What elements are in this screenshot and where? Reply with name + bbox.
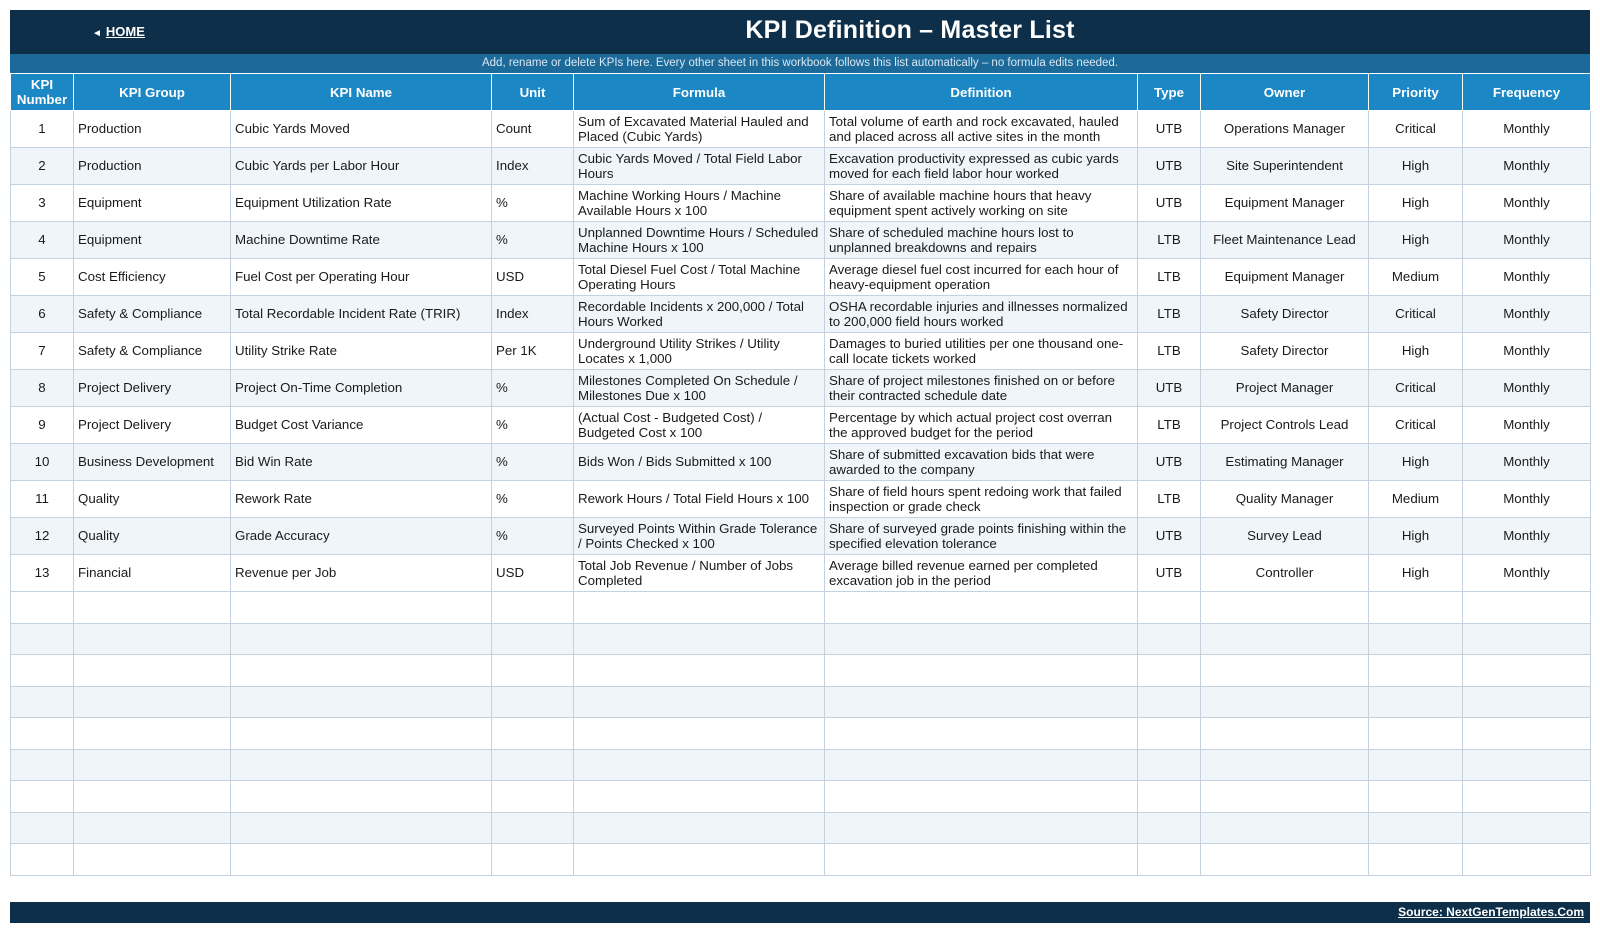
empty-cell[interactable] — [1138, 812, 1201, 844]
cell-formula[interactable]: Bids Won / Bids Submitted x 100 — [574, 444, 825, 481]
cell-frequency[interactable]: Monthly — [1463, 444, 1591, 481]
cell-kpi-group[interactable]: Equipment — [74, 185, 231, 222]
cell-unit[interactable]: USD — [492, 555, 574, 592]
cell-kpi-number[interactable]: 5 — [11, 259, 74, 296]
cell-kpi-group[interactable]: Business Development — [74, 444, 231, 481]
cell-kpi-name[interactable]: Grade Accuracy — [231, 518, 492, 555]
cell-kpi-group[interactable]: Equipment — [74, 222, 231, 259]
empty-cell[interactable] — [1138, 718, 1201, 750]
footer-bar — [10, 902, 1590, 923]
col-owner[interactable]: Owner — [1201, 74, 1369, 111]
empty-cell[interactable] — [1201, 749, 1369, 781]
empty-cell[interactable] — [492, 844, 574, 876]
cell-priority[interactable]: Medium — [1369, 481, 1463, 518]
empty-cell[interactable] — [231, 812, 492, 844]
cell-owner[interactable]: Estimating Manager — [1201, 444, 1369, 481]
empty-cell[interactable] — [11, 718, 74, 750]
empty-cell[interactable] — [492, 718, 574, 750]
empty-cell[interactable] — [1369, 718, 1463, 750]
cell-unit[interactable]: Index — [492, 148, 574, 185]
empty-cell[interactable] — [1369, 749, 1463, 781]
cell-priority[interactable]: Critical — [1369, 407, 1463, 444]
cell-type[interactable]: UTB — [1138, 555, 1201, 592]
back-arrow-icon: ◄ — [92, 28, 102, 39]
cell-formula[interactable]: Recordable Incidents x 200,000 / Total Hours Worked — [574, 296, 825, 333]
table-row — [11, 370, 1591, 407]
cell-owner[interactable]: Equipment Manager — [1201, 185, 1369, 222]
col-formula[interactable]: Formula — [574, 74, 825, 111]
cell-unit[interactable]: Count — [492, 111, 574, 148]
empty-cell[interactable] — [231, 623, 492, 655]
cell-kpi-number[interactable]: 9 — [11, 407, 74, 444]
cell-priority[interactable]: High — [1369, 555, 1463, 592]
cell-kpi-number[interactable]: 3 — [11, 185, 74, 222]
empty-cell[interactable] — [231, 592, 492, 624]
cell-kpi-number[interactable]: 13 — [11, 555, 74, 592]
page-title: KPI Definition – Master List — [745, 16, 1075, 44]
cell-frequency[interactable]: Monthly — [1463, 407, 1591, 444]
cell-unit[interactable]: % — [492, 370, 574, 407]
cell-kpi-name[interactable]: Machine Downtime Rate — [231, 222, 492, 259]
cell-frequency[interactable]: Monthly — [1463, 148, 1591, 185]
cell-definition[interactable]: Average billed revenue earned per completed excavation job in the period — [825, 555, 1138, 592]
empty-cell[interactable] — [74, 812, 231, 844]
cell-priority[interactable]: High — [1369, 148, 1463, 185]
cell-unit[interactable]: Per 1K — [492, 333, 574, 370]
kpi-table — [10, 73, 1591, 876]
empty-row — [11, 749, 1591, 781]
empty-cell[interactable] — [1463, 623, 1591, 655]
cell-kpi-number[interactable]: 12 — [11, 518, 74, 555]
empty-cell[interactable] — [11, 623, 74, 655]
cell-frequency[interactable]: Monthly — [1463, 518, 1591, 555]
cell-owner[interactable]: Site Superintendent — [1201, 148, 1369, 185]
empty-cell[interactable] — [231, 781, 492, 813]
home-label: HOME — [105, 24, 145, 39]
empty-cell[interactable] — [1463, 718, 1591, 750]
col-definition[interactable]: Definition — [825, 74, 1138, 111]
cell-definition[interactable]: Share of scheduled machine hours lost to unplanned breakdowns and repairs — [825, 222, 1138, 259]
cell-definition[interactable]: Total volume of earth and rock excavated, hauled and placed across all active sites in the month — [825, 111, 1138, 148]
cell-type[interactable]: UTB — [1138, 444, 1201, 481]
empty-cell[interactable] — [1201, 592, 1369, 624]
empty-cell[interactable] — [11, 655, 74, 687]
empty-row — [11, 781, 1591, 813]
table-row — [11, 296, 1591, 333]
cell-kpi-name[interactable]: Revenue per Job — [231, 555, 492, 592]
cell-priority[interactable]: High — [1369, 444, 1463, 481]
cell-owner[interactable]: Project Manager — [1201, 370, 1369, 407]
col-type[interactable]: Type — [1138, 74, 1201, 111]
empty-cell[interactable] — [1463, 844, 1591, 876]
empty-cell[interactable] — [1369, 686, 1463, 718]
empty-cell[interactable] — [1201, 623, 1369, 655]
cell-owner[interactable]: Survey Lead — [1201, 518, 1369, 555]
cell-priority[interactable]: Critical — [1369, 370, 1463, 407]
cell-type[interactable]: UTB — [1138, 148, 1201, 185]
empty-cell[interactable] — [11, 749, 74, 781]
cell-owner[interactable]: Safety Director — [1201, 296, 1369, 333]
cell-kpi-name[interactable]: Bid Win Rate — [231, 444, 492, 481]
empty-cell[interactable] — [11, 592, 74, 624]
empty-cell[interactable] — [231, 749, 492, 781]
cell-kpi-number[interactable]: 7 — [11, 333, 74, 370]
empty-cell[interactable] — [1463, 655, 1591, 687]
empty-cell[interactable] — [1138, 781, 1201, 813]
empty-cell[interactable] — [825, 749, 1138, 781]
empty-cell[interactable] — [1201, 812, 1369, 844]
empty-cell[interactable] — [1138, 623, 1201, 655]
empty-cell[interactable] — [1201, 844, 1369, 876]
cell-formula[interactable]: Rework Hours / Total Field Hours x 100 — [574, 481, 825, 518]
cell-definition[interactable]: OSHA recordable injuries and illnesses normalized to 200,000 field hours worked — [825, 296, 1138, 333]
cell-formula[interactable]: Milestones Completed On Schedule / Milestones Due x 100 — [574, 370, 825, 407]
cell-type[interactable]: LTB — [1138, 259, 1201, 296]
col-priority[interactable]: Priority — [1369, 74, 1463, 111]
empty-cell[interactable] — [11, 686, 74, 718]
empty-cell[interactable] — [1138, 844, 1201, 876]
empty-cell[interactable] — [11, 812, 74, 844]
empty-cell[interactable] — [492, 686, 574, 718]
empty-row — [11, 844, 1591, 876]
cell-formula[interactable]: Total Job Revenue / Number of Jobs Completed — [574, 555, 825, 592]
cell-kpi-name[interactable]: Rework Rate — [231, 481, 492, 518]
table-header-row — [11, 74, 1591, 111]
empty-cell[interactable] — [825, 844, 1138, 876]
empty-cell[interactable] — [1369, 592, 1463, 624]
empty-cell[interactable] — [574, 623, 825, 655]
cell-owner[interactable]: Fleet Maintenance Lead — [1201, 222, 1369, 259]
cell-priority[interactable]: High — [1369, 185, 1463, 222]
cell-priority[interactable]: High — [1369, 518, 1463, 555]
cell-type[interactable]: LTB — [1138, 481, 1201, 518]
empty-cell[interactable] — [74, 623, 231, 655]
empty-cell[interactable] — [574, 592, 825, 624]
cell-kpi-name[interactable]: Budget Cost Variance — [231, 407, 492, 444]
cell-definition[interactable]: Share of field hours spent redoing work that failed inspection or grade check — [825, 481, 1138, 518]
empty-cell[interactable] — [825, 781, 1138, 813]
col-frequency[interactable]: Frequency — [1463, 74, 1591, 111]
empty-cell[interactable] — [1463, 781, 1591, 813]
cell-frequency[interactable]: Monthly — [1463, 185, 1591, 222]
subtitle: Add, rename or delete KPIs here. Every other sheet in this workbook follows this list automatically – no formula edits needed. — [10, 54, 1590, 73]
cell-owner[interactable]: Operations Manager — [1201, 111, 1369, 148]
empty-row — [11, 718, 1591, 750]
cell-kpi-number[interactable]: 10 — [11, 444, 74, 481]
title-bar — [10, 10, 1590, 54]
cell-definition[interactable]: Share of submitted excavation bids that were awarded to the company — [825, 444, 1138, 481]
empty-cell[interactable] — [1138, 655, 1201, 687]
empty-cell[interactable] — [1369, 781, 1463, 813]
cell-frequency[interactable]: Monthly — [1463, 555, 1591, 592]
cell-type[interactable]: LTB — [1138, 222, 1201, 259]
cell-type[interactable]: UTB — [1138, 370, 1201, 407]
col-unit[interactable]: Unit — [492, 74, 574, 111]
cell-definition[interactable]: Share of surveyed grade points finishing within the specified elevation tolerance — [825, 518, 1138, 555]
table-row — [11, 222, 1591, 259]
empty-cell[interactable] — [1201, 686, 1369, 718]
cell-unit[interactable]: % — [492, 518, 574, 555]
table-row — [11, 444, 1591, 481]
cell-priority[interactable]: High — [1369, 333, 1463, 370]
cell-definition[interactable]: Damages to buried utilities per one thousand one-call locate tickets worked — [825, 333, 1138, 370]
cell-kpi-number[interactable]: 1 — [11, 111, 74, 148]
cell-definition[interactable]: Percentage by which actual project cost overran the approved budget for the period — [825, 407, 1138, 444]
cell-unit[interactable]: % — [492, 444, 574, 481]
cell-kpi-number[interactable]: 11 — [11, 481, 74, 518]
cell-definition[interactable]: Excavation productivity expressed as cubic yards moved for each field labor hour worked — [825, 148, 1138, 185]
empty-cell[interactable] — [574, 718, 825, 750]
cell-owner[interactable]: Quality Manager — [1201, 481, 1369, 518]
cell-type[interactable]: UTB — [1138, 111, 1201, 148]
empty-cell[interactable] — [574, 812, 825, 844]
empty-row — [11, 592, 1591, 624]
cell-type[interactable]: LTB — [1138, 333, 1201, 370]
empty-cell[interactable] — [1463, 749, 1591, 781]
cell-formula[interactable]: Sum of Excavated Material Hauled and Placed (Cubic Yards) — [574, 111, 825, 148]
empty-cell[interactable] — [492, 623, 574, 655]
table-row — [11, 555, 1591, 592]
empty-cell[interactable] — [574, 844, 825, 876]
cell-kpi-name[interactable]: Cubic Yards per Labor Hour — [231, 148, 492, 185]
empty-row — [11, 812, 1591, 844]
cell-frequency[interactable]: Monthly — [1463, 333, 1591, 370]
cell-definition[interactable]: Share of project milestones finished on or before their contracted schedule date — [825, 370, 1138, 407]
empty-cell[interactable] — [74, 844, 231, 876]
cell-kpi-name[interactable]: Cubic Yards Moved — [231, 111, 492, 148]
cell-owner[interactable]: Safety Director — [1201, 333, 1369, 370]
empty-cell[interactable] — [1138, 749, 1201, 781]
cell-type[interactable]: UTB — [1138, 518, 1201, 555]
cell-kpi-name[interactable]: Project On-Time Completion — [231, 370, 492, 407]
cell-type[interactable]: LTB — [1138, 407, 1201, 444]
cell-kpi-name[interactable]: Fuel Cost per Operating Hour — [231, 259, 492, 296]
cell-priority[interactable]: Medium — [1369, 259, 1463, 296]
empty-cell[interactable] — [74, 686, 231, 718]
cell-formula[interactable]: Machine Working Hours / Machine Available Hours x 100 — [574, 185, 825, 222]
empty-cell[interactable] — [825, 686, 1138, 718]
empty-cell[interactable] — [74, 592, 231, 624]
cell-kpi-name[interactable]: Total Recordable Incident Rate (TRIR) — [231, 296, 492, 333]
empty-cell[interactable] — [574, 655, 825, 687]
empty-cell[interactable] — [492, 749, 574, 781]
cell-frequency[interactable]: Monthly — [1463, 111, 1591, 148]
table-row — [11, 481, 1591, 518]
empty-cell[interactable] — [231, 655, 492, 687]
empty-cell[interactable] — [825, 655, 1138, 687]
empty-cell[interactable] — [11, 781, 74, 813]
empty-cell[interactable] — [1463, 812, 1591, 844]
empty-cell[interactable] — [574, 749, 825, 781]
cell-formula[interactable]: Surveyed Points Within Grade Tolerance / Points Checked x 100 — [574, 518, 825, 555]
empty-cell[interactable] — [74, 718, 231, 750]
cell-kpi-number[interactable]: 2 — [11, 148, 74, 185]
cell-kpi-group[interactable]: Quality — [74, 518, 231, 555]
cell-kpi-name[interactable]: Utility Strike Rate — [231, 333, 492, 370]
cell-unit[interactable]: Index — [492, 296, 574, 333]
cell-unit[interactable]: % — [492, 481, 574, 518]
cell-kpi-group[interactable]: Safety & Compliance — [74, 333, 231, 370]
table-row — [11, 259, 1591, 296]
empty-row — [11, 686, 1591, 718]
cell-frequency[interactable]: Monthly — [1463, 370, 1591, 407]
empty-cell[interactable] — [825, 812, 1138, 844]
table-row — [11, 111, 1591, 148]
cell-kpi-group[interactable]: Project Delivery — [74, 407, 231, 444]
cell-unit[interactable]: % — [492, 222, 574, 259]
table-row — [11, 333, 1591, 370]
cell-kpi-group[interactable]: Project Delivery — [74, 370, 231, 407]
table-row — [11, 185, 1591, 222]
empty-cell[interactable] — [231, 686, 492, 718]
table-row — [11, 148, 1591, 185]
col-kpi-group[interactable]: KPI Group — [74, 74, 231, 111]
empty-cell[interactable] — [492, 812, 574, 844]
empty-cell[interactable] — [74, 655, 231, 687]
empty-cell[interactable] — [11, 844, 74, 876]
cell-formula[interactable]: Underground Utility Strikes / Utility Locates x 1,000 — [574, 333, 825, 370]
source-link[interactable]: Source: NextGenTemplates.Com — [1398, 905, 1584, 919]
empty-cell[interactable] — [1463, 592, 1591, 624]
cell-formula[interactable]: Cubic Yards Moved / Total Field Labor Hours — [574, 148, 825, 185]
cell-frequency[interactable]: Monthly — [1463, 222, 1591, 259]
cell-frequency[interactable]: Monthly — [1463, 296, 1591, 333]
cell-formula[interactable]: Unplanned Downtime Hours / Scheduled Machine Hours x 100 — [574, 222, 825, 259]
empty-cell[interactable] — [1201, 655, 1369, 687]
empty-cell[interactable] — [574, 781, 825, 813]
cell-formula[interactable]: Total Diesel Fuel Cost / Total Machine Operating Hours — [574, 259, 825, 296]
cell-frequency[interactable]: Monthly — [1463, 259, 1591, 296]
empty-cell[interactable] — [1201, 718, 1369, 750]
cell-kpi-name[interactable]: Equipment Utilization Rate — [231, 185, 492, 222]
col-kpi-name[interactable]: KPI Name — [231, 74, 492, 111]
empty-cell[interactable] — [1463, 686, 1591, 718]
cell-kpi-group[interactable]: Cost Efficiency — [74, 259, 231, 296]
empty-cell[interactable] — [574, 686, 825, 718]
cell-type[interactable]: UTB — [1138, 185, 1201, 222]
empty-row — [11, 623, 1591, 655]
cell-unit[interactable]: USD — [492, 259, 574, 296]
table-row — [11, 518, 1591, 555]
empty-cell[interactable] — [1369, 623, 1463, 655]
cell-definition[interactable]: Share of available machine hours that heavy equipment spent actively working on site — [825, 185, 1138, 222]
cell-frequency[interactable]: Monthly — [1463, 481, 1591, 518]
empty-cell[interactable] — [825, 623, 1138, 655]
cell-kpi-number[interactable]: 6 — [11, 296, 74, 333]
cell-type[interactable]: LTB — [1138, 296, 1201, 333]
cell-priority[interactable]: Critical — [1369, 111, 1463, 148]
col-kpi-number[interactable]: KPI Number — [11, 74, 74, 111]
cell-definition[interactable]: Average diesel fuel cost incurred for each hour of heavy-equipment operation — [825, 259, 1138, 296]
empty-cell[interactable] — [1138, 592, 1201, 624]
cell-kpi-group[interactable]: Production — [74, 148, 231, 185]
empty-cell[interactable] — [231, 718, 492, 750]
empty-cell[interactable] — [1369, 812, 1463, 844]
cell-kpi-group[interactable]: Financial — [74, 555, 231, 592]
empty-cell[interactable] — [1138, 686, 1201, 718]
cell-formula[interactable]: (Actual Cost - Budgeted Cost) / Budgeted Cost x 100 — [574, 407, 825, 444]
empty-cell[interactable] — [74, 749, 231, 781]
empty-cell[interactable] — [1201, 781, 1369, 813]
empty-cell[interactable] — [492, 781, 574, 813]
cell-kpi-number[interactable]: 8 — [11, 370, 74, 407]
cell-kpi-group[interactable]: Quality — [74, 481, 231, 518]
cell-owner[interactable]: Controller — [1201, 555, 1369, 592]
empty-cell[interactable] — [74, 781, 231, 813]
empty-row — [11, 655, 1591, 687]
empty-cell[interactable] — [492, 655, 574, 687]
cell-kpi-group[interactable]: Safety & Compliance — [74, 296, 231, 333]
table-row — [11, 407, 1591, 444]
empty-cell[interactable] — [492, 592, 574, 624]
cell-kpi-group[interactable]: Production — [74, 111, 231, 148]
empty-cell[interactable] — [825, 718, 1138, 750]
cell-owner[interactable]: Equipment Manager — [1201, 259, 1369, 296]
cell-kpi-number[interactable]: 4 — [11, 222, 74, 259]
cell-priority[interactable]: Critical — [1369, 296, 1463, 333]
empty-cell[interactable] — [1369, 655, 1463, 687]
empty-cell[interactable] — [231, 844, 492, 876]
cell-owner[interactable]: Project Controls Lead — [1201, 407, 1369, 444]
cell-priority[interactable]: High — [1369, 222, 1463, 259]
cell-unit[interactable]: % — [492, 407, 574, 444]
cell-unit[interactable]: % — [492, 185, 574, 222]
empty-cell[interactable] — [1369, 844, 1463, 876]
empty-cell[interactable] — [825, 592, 1138, 624]
